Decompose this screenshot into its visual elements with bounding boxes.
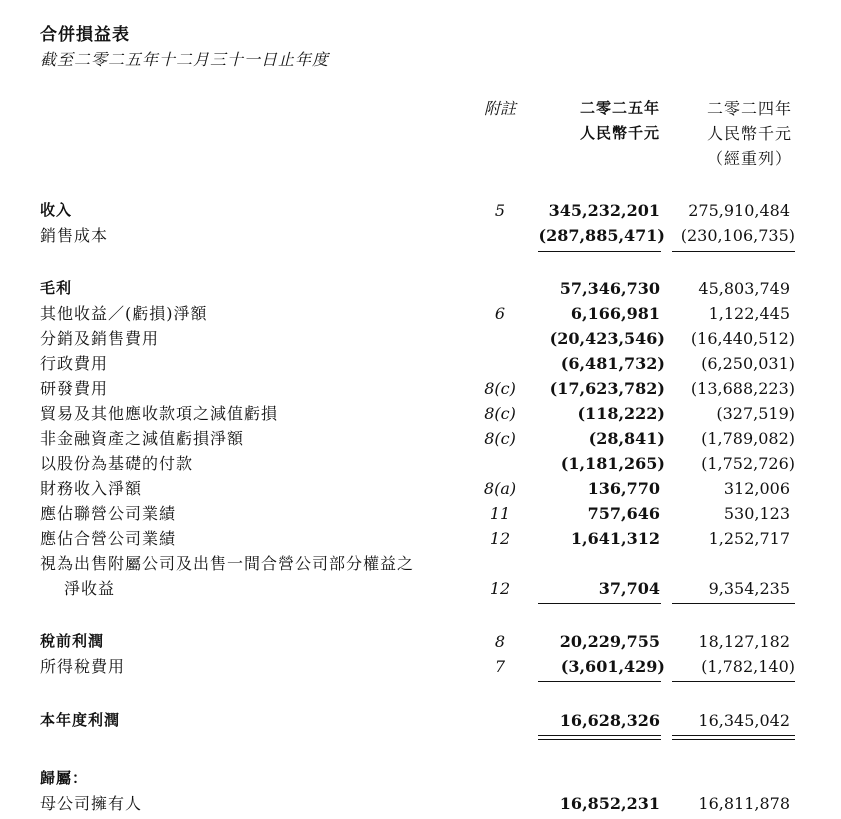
row-jv-share: 應佔合營公司業績 12 1,641,312 1,252,717 [40,529,790,548]
row-deemed-disposal-line2: 淨收益 12 37,704 9,354,235 [64,579,790,598]
rule-prev-3 [672,681,795,682]
double-rule-prev [672,735,795,740]
statement-period: 截至二零二五年十二月三十一日止年度 [40,50,330,69]
row-gross-profit: 毛利 57,346,730 45,803,749 [40,279,790,298]
row-deemed-disposal-line1: 視為出售附屬公司及出售一間合營公司部分權益之 [40,554,415,573]
double-rule-cur [538,735,661,740]
row-profit-before-tax: 稅前利潤 8 20,229,755 18,127,182 [40,632,790,651]
row-income-tax: 所得稅費用 7 (3,601,429) (1,782,140) [40,657,795,676]
rule-cur-1 [538,251,661,252]
header-previous-year: 二零二四年 人民幣千元 （經重列） [706,99,792,168]
statement-title: 合併損益表 [40,25,130,45]
rule-prev-2 [672,603,795,604]
row-profit-for-year: 本年度利潤 16,628,326 16,345,042 [40,711,790,730]
row-admin-expenses: 行政費用 (6,481,732) (6,250,031) [40,354,795,373]
row-distribution-expenses: 分銷及銷售費用 (20,423,546) (16,440,512) [40,329,795,348]
row-revenue: 收入 5 345,232,201 275,910,484 [40,201,790,220]
rule-cur-3 [538,681,661,682]
row-cost-of-sales: 銷售成本 (287,885,471) (230,106,735) [40,226,795,245]
rule-prev-1 [672,251,795,252]
row-share-based-payment: 以股份為基礎的付款 (1,181,265) (1,752,726) [40,454,795,473]
header-note: 附註 [483,99,516,118]
row-attributable-heading: 歸屬： [40,769,89,787]
row-associates-share: 應佔聯營公司業績 11 757,646 530,123 [40,504,790,523]
row-rnd-expenses: 研發費用 8(c) (17,623,782) (13,688,223) [40,379,795,398]
row-receivable-impairment: 貿易及其他應收款項之減值虧損 8(c) (118,222) (327,519) [40,404,795,423]
row-owners-of-parent: 母公司擁有人 16,852,231 16,811,878 [40,794,790,813]
row-other-gains: 其他收益／(虧損)淨額 6 6,166,981 1,122,445 [40,304,790,323]
header-current-year: 二零二五年 人民幣千元 [579,99,660,142]
row-finance-income: 財務收入淨額 8(a) 136,770 312,006 [40,479,790,498]
row-nonfinancial-impairment: 非金融資產之減值虧損淨額 8(c) (28,841) (1,789,082) [40,429,795,448]
rule-cur-2 [538,603,661,604]
